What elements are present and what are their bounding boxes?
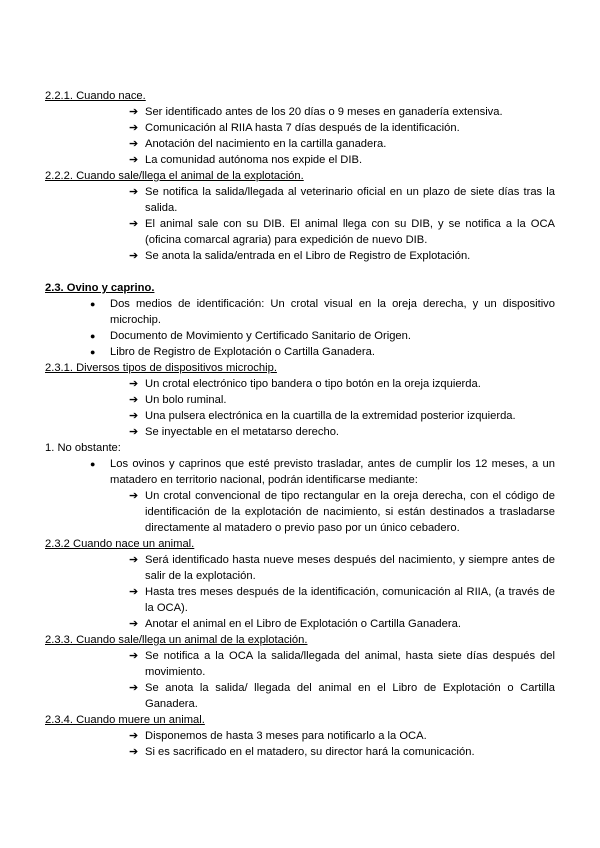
list-item: ➔ Anotación del nacimiento en la cartilla ganadera. [129,138,387,150]
list-item: ➔ Anotar el animal en el Libro de Explotación o Cartilla Ganadera. [129,618,461,630]
heading-2-3-4: 2.3.4. Cuando muere un animal. [45,714,205,726]
arrow-icon: ➔ [129,154,139,166]
heading-2-3-1: 2.3.1. Diversos tipos de dispositivos microchip. [45,362,277,374]
bullet-icon: ● [90,331,96,341]
list-item: ➔ Disponemos de hasta 3 meses para notificarlo a la OCA. [129,730,427,742]
heading-2-2-1: 2.2.1. Cuando nace. [45,90,146,102]
arrow-icon: ➔ [129,410,139,422]
spacer [0,264,600,280]
arrow-icon: ➔ [129,746,139,758]
list-item: ➔ Se inyectable en el metatarso derecho. [129,426,340,438]
arrow-icon: ➔ [129,106,139,118]
list-item: ➔ Se notifica a la OCA la salida/llegada del animal, hasta siete días después del movimiento. [129,650,555,678]
list-item: ➔ Un bolo ruminal. [129,394,227,406]
list-item: ● Documento de Movimiento y Certificado Sanitario de Origen. [90,330,411,342]
list-item: ➔ Un crotal convencional de tipo rectangular en la oreja derecha, con el código de identificación de la explotación de nacimiento, si están destinados a trasladarse directamente al matadero o previo paso por un único cebadero. [129,490,555,534]
list-item: ➔ Hasta tres meses después de la identificación, comunicación al RIIA, (a través de la OCA). [129,586,555,614]
arrow-icon: ➔ [129,218,139,230]
list-item: ● Dos medios de identificación: Un crotal visual en la oreja derecha, y un dispositivo microchip. [90,298,555,326]
list-item: ➔ Será identificado hasta nueve meses después del nacimiento, y siempre antes de salir de la explotación. [129,554,555,582]
heading-2-3-2: 2.3.2 Cuando nace un animal. [45,538,195,550]
arrow-icon: ➔ [129,250,139,262]
arrow-icon: ➔ [129,378,139,390]
list-item: ➔ La comunidad autónoma nos expide el DIB. [129,154,363,166]
heading-2-2-2: 2.2.2. Cuando sale/llega el animal de la explotación. [45,170,304,182]
numbered-item-no-obstante: 1. No obstante: [45,442,121,454]
list-item: ➔ Ser identificado antes de los 20 días o 9 meses en ganadería extensiva. [129,106,503,118]
arrow-icon: ➔ [129,650,139,662]
arrow-icon: ➔ [129,122,139,134]
list-item: ➔ Una pulsera electrónica en la cuartilla de la extremidad posterior izquierda. [129,410,516,422]
list-item: ➔ Comunicación al RIIA hasta 7 días después de la identificación. [129,122,460,134]
heading-2-3-3: 2.3.3. Cuando sale/llega un animal de la explotación. [45,634,308,646]
arrow-icon: ➔ [129,618,139,630]
list-item: ➔ El animal sale con su DIB. El animal llega con su DIB, y se notifica a la OCA (oficina comarcal agraria) para expedición de nuevo DIB. [129,218,555,246]
arrow-icon: ➔ [129,554,139,566]
arrow-icon: ➔ [129,490,139,502]
document-page [0,88,600,760]
bullet-icon: ● [90,299,96,309]
list-item: ➔ Se anota la salida/ llegada del animal en el Libro de Explotación o Cartilla Ganadera. [129,682,555,710]
arrow-icon: ➔ [129,586,139,598]
arrow-icon: ➔ [129,394,139,406]
list-item: ➔ Si es sacrificado en el matadero, su director hará la comunicación. [129,746,475,758]
arrow-icon: ➔ [129,138,139,150]
list-item: ● Libro de Registro de Explotación o Cartilla Ganadera. [90,346,375,358]
list-item: ➔ Se notifica la salida/llegada al veterinario oficial en un plazo de siete días tras la salida. [129,186,555,214]
arrow-icon: ➔ [129,186,139,198]
arrow-icon: ➔ [129,682,139,694]
list-item: ➔ Un crotal electrónico tipo bandera o tipo botón en la oreja izquierda. [129,378,481,390]
list-item: ➔ Se anota la salida/entrada en el Libro de Registro de Explotación. [129,250,471,262]
list-item: ● Los ovinos y caprinos que esté previsto trasladar, antes de cumplir los 12 meses, a un matadero en territorio nacional, podrán identificarse mediante: [90,458,555,486]
bullet-icon: ● [90,459,96,469]
heading-2-3: 2.3. Ovino y caprino. [45,282,155,294]
bullet-icon: ● [90,347,96,357]
arrow-icon: ➔ [129,730,139,742]
arrow-icon: ➔ [129,426,139,438]
